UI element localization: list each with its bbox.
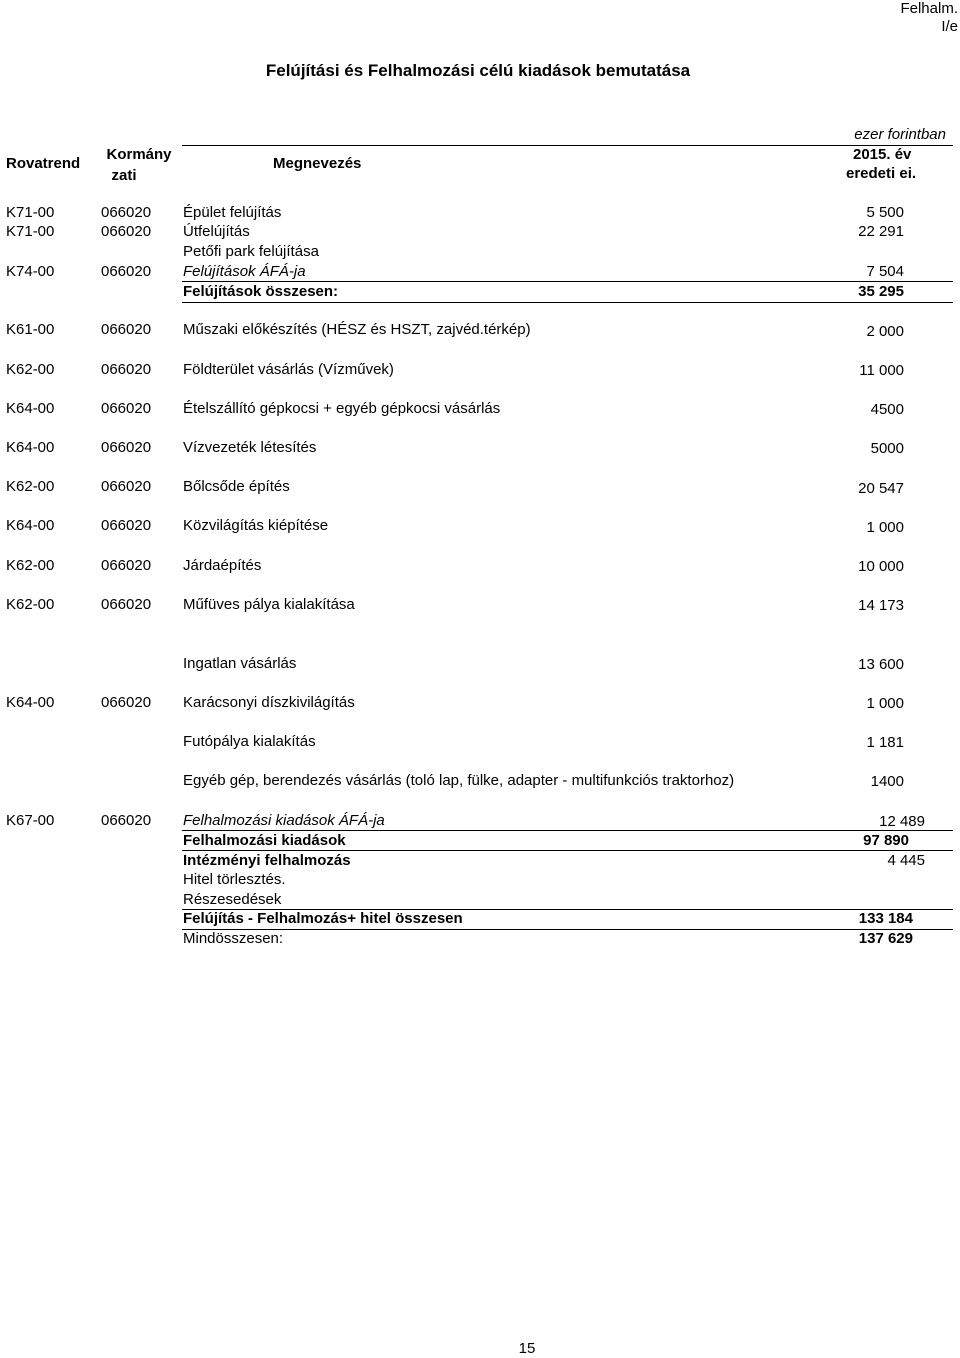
header-year-2: eredeti ei. (846, 165, 917, 182)
row-name: Közvilágítás kiépítése (183, 517, 329, 534)
corner-label-line1: Felhalm. (900, 0, 958, 17)
row-name: Felújítások ÁFÁ-ja (183, 263, 306, 280)
header-rovatrend: Rovatrend (6, 155, 81, 172)
row-value: 1 000 (866, 519, 904, 536)
row-name: Felhalmozási kiadások ÁFÁ-ja (183, 812, 385, 829)
row-kormanyzati: 066020 (101, 557, 152, 574)
row-rovatrend: K71-00 (6, 204, 55, 221)
row-rovatrend: K62-00 (6, 478, 55, 495)
row-rovatrend: K62-00 (6, 557, 55, 574)
row-name: Felhalmozási kiadások (183, 832, 346, 849)
row-value: 5 500 (866, 204, 904, 221)
row-name: Hitel törlesztés. (183, 871, 286, 888)
row-value: 133 184 (858, 910, 913, 927)
row-rovatrend: K64-00 (6, 694, 55, 711)
unit-label: ezer forintban (854, 126, 946, 143)
row-name: Műfüves pálya kialakítása (183, 596, 355, 613)
row-rovatrend: K64-00 (6, 400, 55, 417)
row-name: Járdaépítés (183, 557, 262, 574)
row-kormanyzati: 066020 (101, 439, 152, 456)
row-kormanyzati: 066020 (101, 204, 152, 221)
row-name: Egyéb gép, berendezés vásárlás (toló lap, fülke, adapter - multifunkciós traktorhoz) (183, 772, 735, 789)
row-value: 14 173 (858, 597, 904, 614)
row-kormanyzati: 066020 (101, 517, 152, 534)
row-name: Útfelújítás (183, 223, 250, 240)
row-value: 1400 (870, 773, 904, 790)
page-number: 15 (518, 1340, 536, 1357)
row-value: 10 000 (858, 558, 904, 575)
row-value: 5000 (870, 440, 904, 457)
row-rovatrend: K62-00 (6, 596, 55, 613)
row-rovatrend: K71-00 (6, 223, 55, 240)
row-value: 97 890 (863, 832, 909, 849)
row-name: Épület felújítás (183, 204, 282, 221)
row-value: 4 445 (887, 852, 925, 869)
header-kormanyzati-2: zati (111, 167, 137, 184)
row-name: Felújítások összesen: (183, 283, 339, 300)
row-value: 137 629 (858, 930, 913, 947)
row-rovatrend: K67-00 (6, 812, 55, 829)
row-value: 13 600 (858, 656, 904, 673)
row-value: 35 295 (858, 283, 904, 300)
row-kormanyzati: 066020 (101, 596, 152, 613)
row-rovatrend: K64-00 (6, 439, 55, 456)
row-value: 2 000 (866, 323, 904, 340)
header-megnevezes: Megnevezés (273, 155, 362, 172)
row-value: 1 000 (866, 695, 904, 712)
row-rovatrend: K64-00 (6, 517, 55, 534)
row-value: 20 547 (858, 480, 904, 497)
row-name: Műszaki előkészítés (HÉSZ és HSZT, zajvéd.térkép) (183, 321, 531, 338)
header-rule (182, 145, 953, 146)
row-name: Mindösszesen: (183, 930, 284, 947)
subtotal-rule-top (182, 281, 953, 282)
row-kormanyzati: 066020 (101, 812, 152, 829)
row-kormanyzati: 066020 (101, 694, 152, 711)
row-name: Intézményi felhalmozás (183, 852, 351, 869)
row-name: Földterület vásárlás (Vízművek) (183, 361, 394, 378)
felhalmozas-rule (182, 850, 953, 851)
row-rovatrend: K74-00 (6, 263, 55, 280)
header-year-1: 2015. év (853, 146, 912, 163)
row-name: Karácsonyi díszkivilágítás (183, 694, 355, 711)
row-kormanyzati: 066020 (101, 400, 152, 417)
grand-total-rule (182, 929, 953, 930)
row-kormanyzati: 066020 (101, 223, 152, 240)
corner-label-line2: I/e (941, 18, 958, 35)
row-name: Részesedések (183, 891, 282, 908)
row-value: 4500 (870, 401, 904, 418)
row-name: Bőlcsőde építés (183, 478, 290, 495)
row-value: 11 000 (859, 362, 904, 379)
row-name: Ingatlan vásárlás (183, 655, 297, 672)
row-name: Vízvezeték létesítés (183, 439, 317, 456)
row-name: Ételszállító gépkocsi + egyéb gépkocsi vásárlás (183, 400, 501, 417)
row-kormanyzati: 066020 (101, 321, 152, 338)
row-rovatrend: K62-00 (6, 361, 55, 378)
page-title: Felújítási és Felhalmozási célú kiadások bemutatása (265, 61, 691, 80)
row-rovatrend: K61-00 (6, 321, 55, 338)
afa-rule (182, 830, 953, 831)
header-kormanyzati-1: Kormány (106, 146, 172, 163)
row-name: Felújítás - Felhalmozás+ hitel összesen (183, 910, 463, 927)
row-kormanyzati: 066020 (101, 263, 152, 280)
row-value: 22 291 (858, 223, 904, 240)
subtotal-rule-bottom (182, 302, 953, 303)
row-kormanyzati: 066020 (101, 478, 152, 495)
row-value: 1 181 (866, 734, 904, 751)
row-name: Petőfi park felújítása (183, 243, 319, 260)
row-value: 12 489 (879, 813, 925, 830)
row-value: 7 504 (866, 263, 904, 280)
row-name: Futópálya kialakítás (183, 733, 316, 750)
row-kormanyzati: 066020 (101, 361, 152, 378)
